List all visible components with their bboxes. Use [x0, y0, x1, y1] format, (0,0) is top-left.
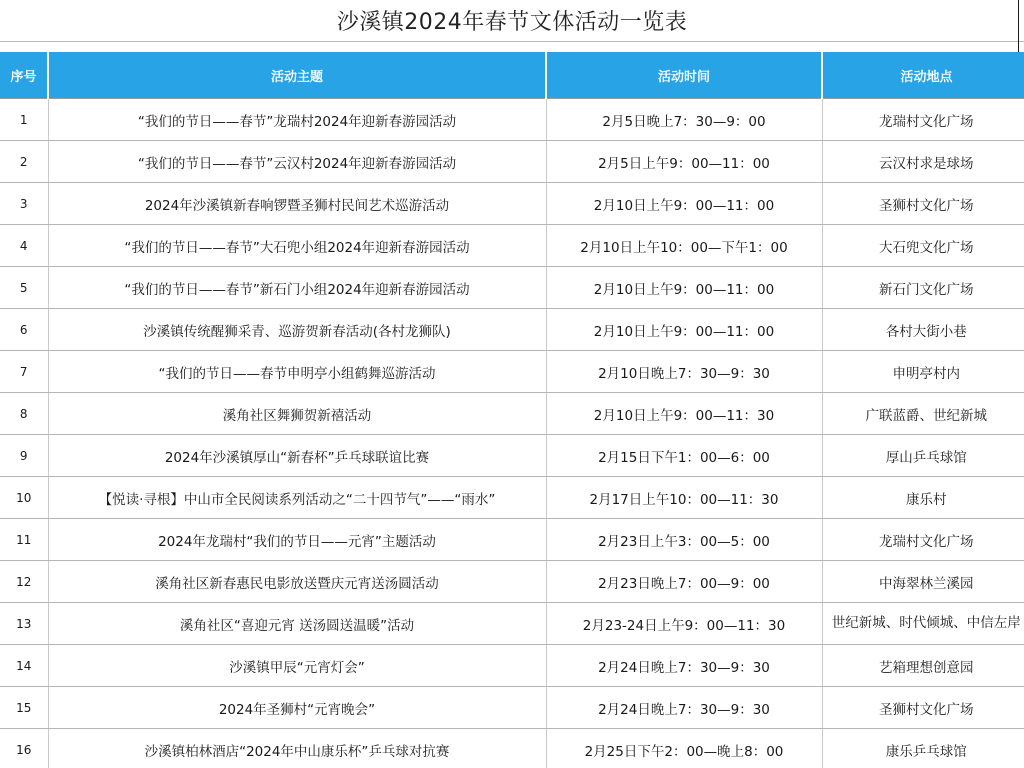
row-no: 6: [0, 309, 48, 351]
table-header-row: [0, 52, 1024, 99]
page-title: 沙溪镇2024年春节文体活动一览表: [0, 0, 1024, 42]
row-no: 12: [0, 561, 48, 603]
row-theme: 【悦读·寻根】中山市全民阅读系列活动之“二十四节气”——“雨水”: [48, 477, 546, 519]
header-no: 序号: [0, 52, 48, 99]
row-time: 2月25日下午2：00—晚上8：00: [546, 729, 822, 768]
row-time: 2月23-24日上午9：00—11：30: [546, 603, 822, 645]
table-row: [0, 267, 1024, 309]
row-theme: 溪角社区舞狮贺新禧活动: [48, 393, 546, 435]
table-body: [0, 99, 1024, 768]
row-location: 各村大街小巷: [822, 309, 1024, 351]
row-time: 2月10日上午9：00—11：00: [546, 309, 822, 351]
row-time: 2月5日晚上7：30—9：00: [546, 99, 822, 141]
table-row: [0, 309, 1024, 351]
row-location: 大石兜文化广场: [822, 225, 1024, 267]
row-time: 2月23日上午3：00—5：00: [546, 519, 822, 561]
row-theme: 2024年龙瑞村“我们的节日——元宵”主题活动: [48, 519, 546, 561]
row-location: 云汉村求是球场: [822, 141, 1024, 183]
table-row: [0, 561, 1024, 603]
row-no: 11: [0, 519, 48, 561]
row-location: 艺箱理想创意园: [822, 645, 1024, 687]
table-row: [0, 225, 1024, 267]
table-row: [0, 645, 1024, 687]
row-location: 中海翠林兰溪园: [822, 561, 1024, 603]
row-no: 5: [0, 267, 48, 309]
row-no: 10: [0, 477, 48, 519]
row-location: 世纪新城、时代倾城、中信左岸: [822, 603, 1024, 645]
row-theme: “我们的节日——春节”新石门小组2024年迎新春游园活动: [48, 267, 546, 309]
row-time: 2月10日晚上7：30—9：30: [546, 351, 822, 393]
row-location: 广联蓝爵、世纪新城: [822, 393, 1024, 435]
row-theme: 溪角社区“喜迎元宵 送汤圆送温暖”活动: [48, 603, 546, 645]
table-row: [0, 687, 1024, 729]
row-location: 新石门文化广场: [822, 267, 1024, 309]
row-no: 15: [0, 687, 48, 729]
row-time: 2月24日晚上7：30—9：30: [546, 645, 822, 687]
row-location: 龙瑞村文化广场: [822, 519, 1024, 561]
row-theme: 2024年圣狮村“元宵晚会”: [48, 687, 546, 729]
window-edge-divider: [1018, 0, 1019, 54]
row-no: 9: [0, 435, 48, 477]
row-theme: “我们的节日——春节”龙瑞村2024年迎新春游园活动: [48, 99, 546, 141]
row-no: 16: [0, 729, 48, 768]
row-no: 13: [0, 603, 48, 645]
header-time: 活动时间: [546, 52, 822, 99]
row-theme: 2024年沙溪镇厚山“新春杯”乒乓球联谊比赛: [48, 435, 546, 477]
row-time: 2月17日上午10：00—11：30: [546, 477, 822, 519]
row-theme: 2024年沙溪镇新春响锣暨圣狮村民间艺术巡游活动: [48, 183, 546, 225]
activity-table: [0, 52, 1024, 768]
header-theme: 活动主题: [48, 52, 546, 99]
header-location: 活动地点: [822, 52, 1024, 99]
row-location: 申明亭村内: [822, 351, 1024, 393]
row-theme: 溪角社区新春惠民电影放送暨庆元宵送汤圆活动: [48, 561, 546, 603]
row-no: 1: [0, 99, 48, 141]
row-no: 4: [0, 225, 48, 267]
row-location: 圣狮村文化广场: [822, 687, 1024, 729]
table-row: [0, 99, 1024, 141]
row-no: 7: [0, 351, 48, 393]
row-time: 2月5日上午9：00—11：00: [546, 141, 822, 183]
row-no: 8: [0, 393, 48, 435]
row-theme: “我们的节日——春节申明亭小组鹤舞巡游活动: [48, 351, 546, 393]
row-theme: “我们的节日——春节”大石兜小组2024年迎新春游园活动: [48, 225, 546, 267]
row-time: 2月10日上午9：00—11：30: [546, 393, 822, 435]
row-theme: 沙溪镇柏林酒店“2024年中山康乐杯”乒乓球对抗赛: [48, 729, 546, 768]
row-theme: 沙溪镇甲辰“元宵灯会”: [48, 645, 546, 687]
row-location: 龙瑞村文化广场: [822, 99, 1024, 141]
row-location: 圣狮村文化广场: [822, 183, 1024, 225]
row-no: 2: [0, 141, 48, 183]
row-no: 14: [0, 645, 48, 687]
row-time: 2月23日晚上7：00—9：00: [546, 561, 822, 603]
row-location: 康乐村: [822, 477, 1024, 519]
row-time: 2月10日上午9：00—11：00: [546, 267, 822, 309]
table-row: [0, 183, 1024, 225]
row-theme: “我们的节日——春节”云汉村2024年迎新春游园活动: [48, 141, 546, 183]
row-theme: 沙溪镇传统醒狮采青、巡游贺新春活动(各村龙狮队): [48, 309, 546, 351]
row-time: 2月15日下午1：00—6：00: [546, 435, 822, 477]
table-row: [0, 603, 1024, 645]
row-time: 2月24日晚上7：30—9：30: [546, 687, 822, 729]
table-row: [0, 477, 1024, 519]
table-row: [0, 393, 1024, 435]
row-time: 2月10日上午9：00—11：00: [546, 183, 822, 225]
table-row: [0, 141, 1024, 183]
row-no: 3: [0, 183, 48, 225]
row-location: 康乐乒乓球馆: [822, 729, 1024, 768]
table-row: [0, 729, 1024, 768]
table-row: [0, 519, 1024, 561]
row-time: 2月10日上午10：00—下午1：00: [546, 225, 822, 267]
table-row: [0, 435, 1024, 477]
row-location: 厚山乒乓球馆: [822, 435, 1024, 477]
table-row: [0, 351, 1024, 393]
table-header: [0, 52, 1024, 99]
